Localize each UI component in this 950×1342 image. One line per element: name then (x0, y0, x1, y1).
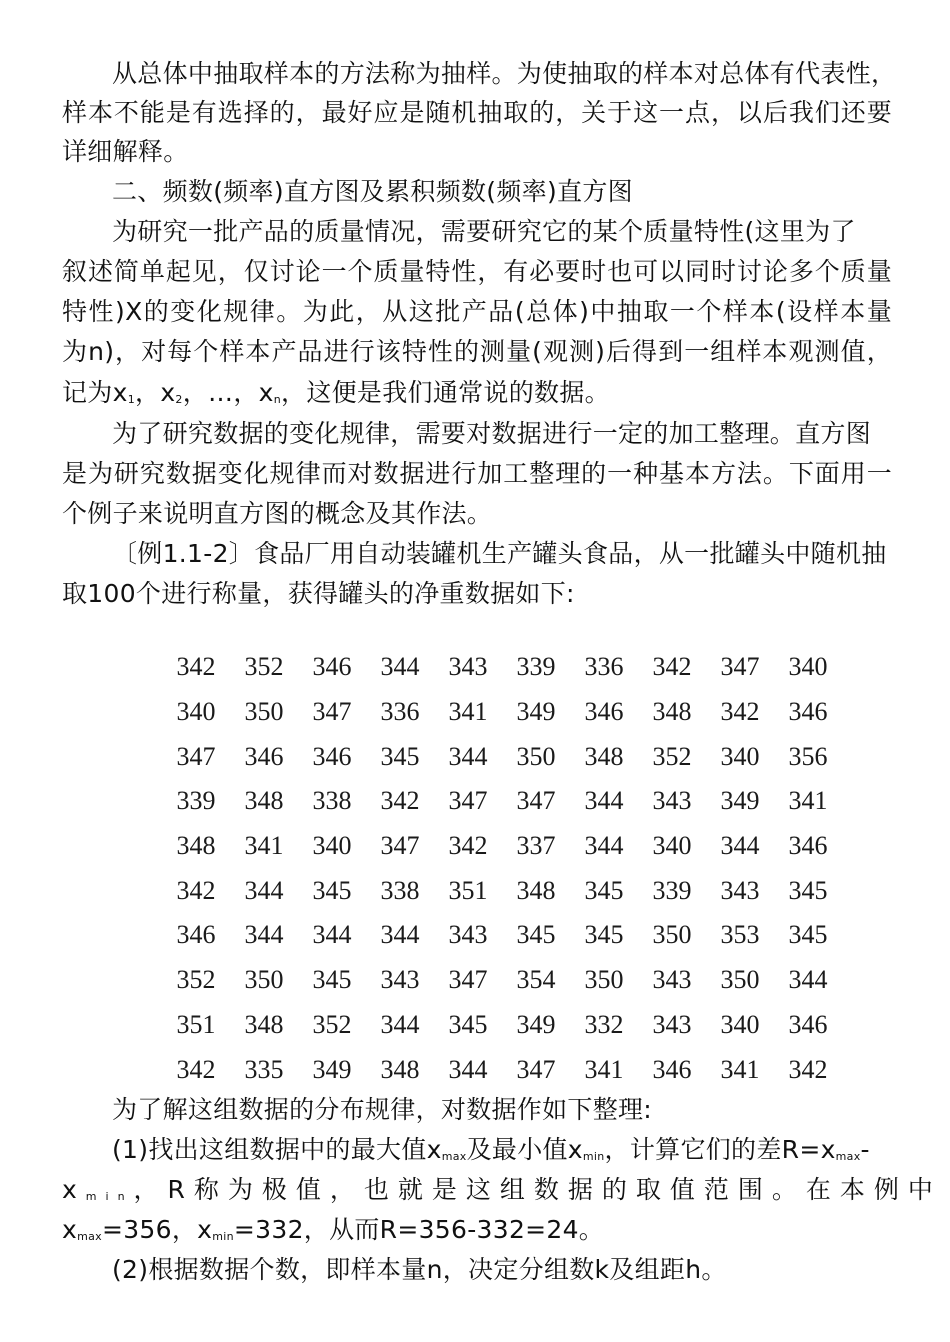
table-cell: 346 (176, 920, 216, 950)
subscript: max (835, 1150, 861, 1163)
table-cell: 352 (244, 652, 284, 682)
table-cell: 348 (380, 1054, 420, 1084)
subscript: min (212, 1230, 234, 1243)
table-cell: 345 (312, 875, 352, 905)
text-run: ，…，x (182, 378, 274, 407)
table-cell: 345 (312, 965, 352, 995)
text-run: ，x (135, 378, 176, 407)
paragraph-3-line-1: 为了研究数据的变化规律，需要对数据进行一定的加工整理。直方图 (112, 419, 872, 448)
text-run: ，这便是我们通常说的数据。 (281, 378, 610, 407)
table-cell: 337 (516, 831, 556, 861)
table-row (160, 824, 840, 869)
table-cell: 342 (788, 1054, 828, 1084)
table-row (160, 645, 840, 690)
table-row (160, 690, 840, 735)
table-cell: 342 (176, 1054, 216, 1084)
subscript: min (582, 1150, 605, 1163)
table-cell: 348 (516, 875, 556, 905)
table-cell: 346 (312, 652, 352, 682)
text-run: 及最小值x (466, 1135, 583, 1164)
net-weight-data-table (160, 645, 840, 1092)
paragraph-1-line-3: 详细解释。 (62, 137, 189, 166)
table-cell: 346 (584, 697, 624, 727)
table-cell: 344 (584, 786, 624, 816)
table-row (160, 868, 840, 913)
text-run: ，计算它们的差R=x (604, 1135, 836, 1164)
text-run: (1)找出这组数据中的最大值x (112, 1135, 442, 1164)
table-cell: 343 (720, 875, 760, 905)
paragraph-3-line-2: 是为研究数据变化规律而对数据进行加工整理的一种基本方法。下面用一 (62, 459, 892, 488)
table-cell: 346 (788, 1009, 828, 1039)
subscript: max (77, 1230, 102, 1243)
table-cell: 341 (584, 1054, 624, 1084)
table-cell: 344 (380, 920, 420, 950)
table-row (160, 1003, 840, 1048)
paragraph-5-line-1: 为了解这组数据的分布规律，对数据作如下整理: (112, 1095, 653, 1124)
text-run: - (860, 1135, 870, 1164)
table-cell: 344 (244, 920, 284, 950)
table-cell: 346 (788, 831, 828, 861)
text-run: 记为x (62, 378, 128, 407)
table-cell: 345 (584, 920, 624, 950)
table-cell: 340 (720, 1009, 760, 1039)
table-row (160, 1047, 840, 1092)
table-cell: 338 (380, 875, 420, 905)
paragraph-1-line-2: 样本不能是有选择的，最好应是随机抽取的，关于这一点，以后我们还要 (62, 98, 892, 127)
text-run: =332，从而R=356-332=24。 (233, 1215, 605, 1244)
table-row (160, 958, 840, 1003)
table-cell: 349 (720, 786, 760, 816)
table-cell: 336 (584, 652, 624, 682)
text-run: =356，x (101, 1215, 213, 1244)
paragraph-2-line-4: 为n)，对每个样本产品进行该特性的测量(观测)后得到一组样本观测值， (62, 337, 892, 366)
table-cell: 342 (448, 831, 488, 861)
text-run: x (62, 1215, 78, 1244)
paragraph-2-line-2: 叙述简单起见，仅讨论一个质量特性，有必要时也可以同时讨论多个质量 (62, 257, 892, 286)
table-cell: 352 (312, 1009, 352, 1039)
step-1-line-1 (112, 1132, 892, 1175)
table-cell: 346 (312, 741, 352, 771)
table-cell: 351 (448, 875, 488, 905)
table-row (160, 734, 840, 779)
table-cell: 344 (720, 831, 760, 861)
subscript: 2 (175, 393, 183, 406)
table-cell: 343 (652, 786, 692, 816)
table-cell: 342 (652, 652, 692, 682)
table-cell: 349 (312, 1054, 352, 1084)
table-cell: 340 (176, 697, 216, 727)
table-cell: 352 (652, 741, 692, 771)
text-run: ，R称为极值，也就是这组数据的取值范围。在本例中 (133, 1175, 942, 1204)
table-cell: 340 (652, 831, 692, 861)
table-cell: 343 (448, 652, 488, 682)
example-line-2: 取100个进行称量，获得罐头的净重数据如下: (62, 579, 575, 608)
table-cell: 345 (788, 920, 828, 950)
example-line-1: 〔例1.1-2〕食品厂用自动装罐机生产罐头食品，从一批罐头中随机抽 (112, 539, 887, 568)
table-cell: 346 (788, 697, 828, 727)
paragraph-2-line-1: 为研究一批产品的质量情况，需要研究它的某个质量特性(这里为了 (112, 217, 856, 246)
paragraph-2-line-3: 特性)X的变化规律。为此，从这批产品(总体)中抽取一个样本(设样本量 (62, 297, 892, 326)
table-cell: 350 (244, 697, 284, 727)
table-cell: 343 (448, 920, 488, 950)
table-cell: 350 (516, 741, 556, 771)
table-cell: 339 (652, 875, 692, 905)
step-1-line-2 (62, 1172, 942, 1215)
table-cell: 356 (788, 741, 828, 771)
table-cell: 340 (720, 741, 760, 771)
subscript: max (441, 1150, 467, 1163)
table-cell: 341 (448, 697, 488, 727)
table-cell: 340 (788, 652, 828, 682)
table-cell: 339 (516, 652, 556, 682)
table-cell: 350 (652, 920, 692, 950)
table-cell: 352 (176, 965, 216, 995)
table-cell: 349 (516, 697, 556, 727)
subscript: n (273, 393, 282, 406)
table-cell: 342 (176, 652, 216, 682)
table-cell: 347 (516, 786, 556, 816)
paragraph-3-line-3: 个例子来说明直方图的概念及其作法。 (62, 499, 493, 528)
table-cell: 347 (720, 652, 760, 682)
step-1-line-3 (62, 1212, 892, 1255)
table-cell: 348 (652, 697, 692, 727)
table-cell: 343 (380, 965, 420, 995)
table-cell: 348 (244, 786, 284, 816)
table-cell: 343 (652, 965, 692, 995)
subscript: 1 (127, 393, 136, 406)
table-cell: 344 (380, 1009, 420, 1039)
table-cell: 350 (584, 965, 624, 995)
subscript: min (85, 1190, 134, 1203)
table-cell: 344 (788, 965, 828, 995)
table-cell: 347 (516, 1054, 556, 1084)
table-cell: 351 (176, 1009, 216, 1039)
table-cell: 348 (176, 831, 216, 861)
table-cell: 345 (448, 1009, 488, 1039)
paragraph-2-line-5 (62, 375, 892, 418)
table-cell: 341 (244, 831, 284, 861)
table-cell: 344 (244, 875, 284, 905)
table-cell: 349 (516, 1009, 556, 1039)
table-cell: 348 (244, 1009, 284, 1039)
table-cell: 347 (448, 965, 488, 995)
table-cell: 332 (584, 1009, 624, 1039)
table-cell: 345 (380, 741, 420, 771)
table-cell: 344 (312, 920, 352, 950)
table-cell: 347 (312, 697, 352, 727)
table-cell: 344 (448, 1054, 488, 1084)
table-row (160, 779, 840, 824)
table-cell: 343 (652, 1009, 692, 1039)
table-cell: 346 (652, 1054, 692, 1084)
table-cell: 348 (584, 741, 624, 771)
text-run: x (62, 1175, 86, 1204)
table-cell: 335 (244, 1054, 284, 1084)
table-cell: 342 (380, 786, 420, 816)
table-cell: 353 (720, 920, 760, 950)
table-cell: 350 (720, 965, 760, 995)
table-cell: 339 (176, 786, 216, 816)
table-cell: 347 (380, 831, 420, 861)
section-heading: 二、频数(频率)直方图及累积频数(频率)直方图 (112, 177, 633, 206)
table-cell: 346 (244, 741, 284, 771)
table-cell: 338 (312, 786, 352, 816)
table-cell: 354 (516, 965, 556, 995)
table-cell: 341 (720, 1054, 760, 1084)
table-cell: 347 (176, 741, 216, 771)
step-2-line-1: (2)根据数据个数，即样本量n，决定分组数k及组距h。 (112, 1255, 727, 1284)
table-cell: 345 (788, 875, 828, 905)
table-cell: 345 (516, 920, 556, 950)
table-cell: 342 (176, 875, 216, 905)
table-cell: 341 (788, 786, 828, 816)
table-cell: 344 (584, 831, 624, 861)
table-cell: 350 (244, 965, 284, 995)
table-cell: 340 (312, 831, 352, 861)
paragraph-1-line-1: 从总体中抽取样本的方法称为抽样。为使抽取的样本对总体有代表性， (112, 59, 897, 88)
table-cell: 336 (380, 697, 420, 727)
table-cell: 345 (584, 875, 624, 905)
data-table-body (160, 645, 840, 1092)
table-cell: 344 (380, 652, 420, 682)
table-cell: 342 (720, 697, 760, 727)
table-row (160, 913, 840, 958)
table-cell: 347 (448, 786, 488, 816)
table-cell: 344 (448, 741, 488, 771)
